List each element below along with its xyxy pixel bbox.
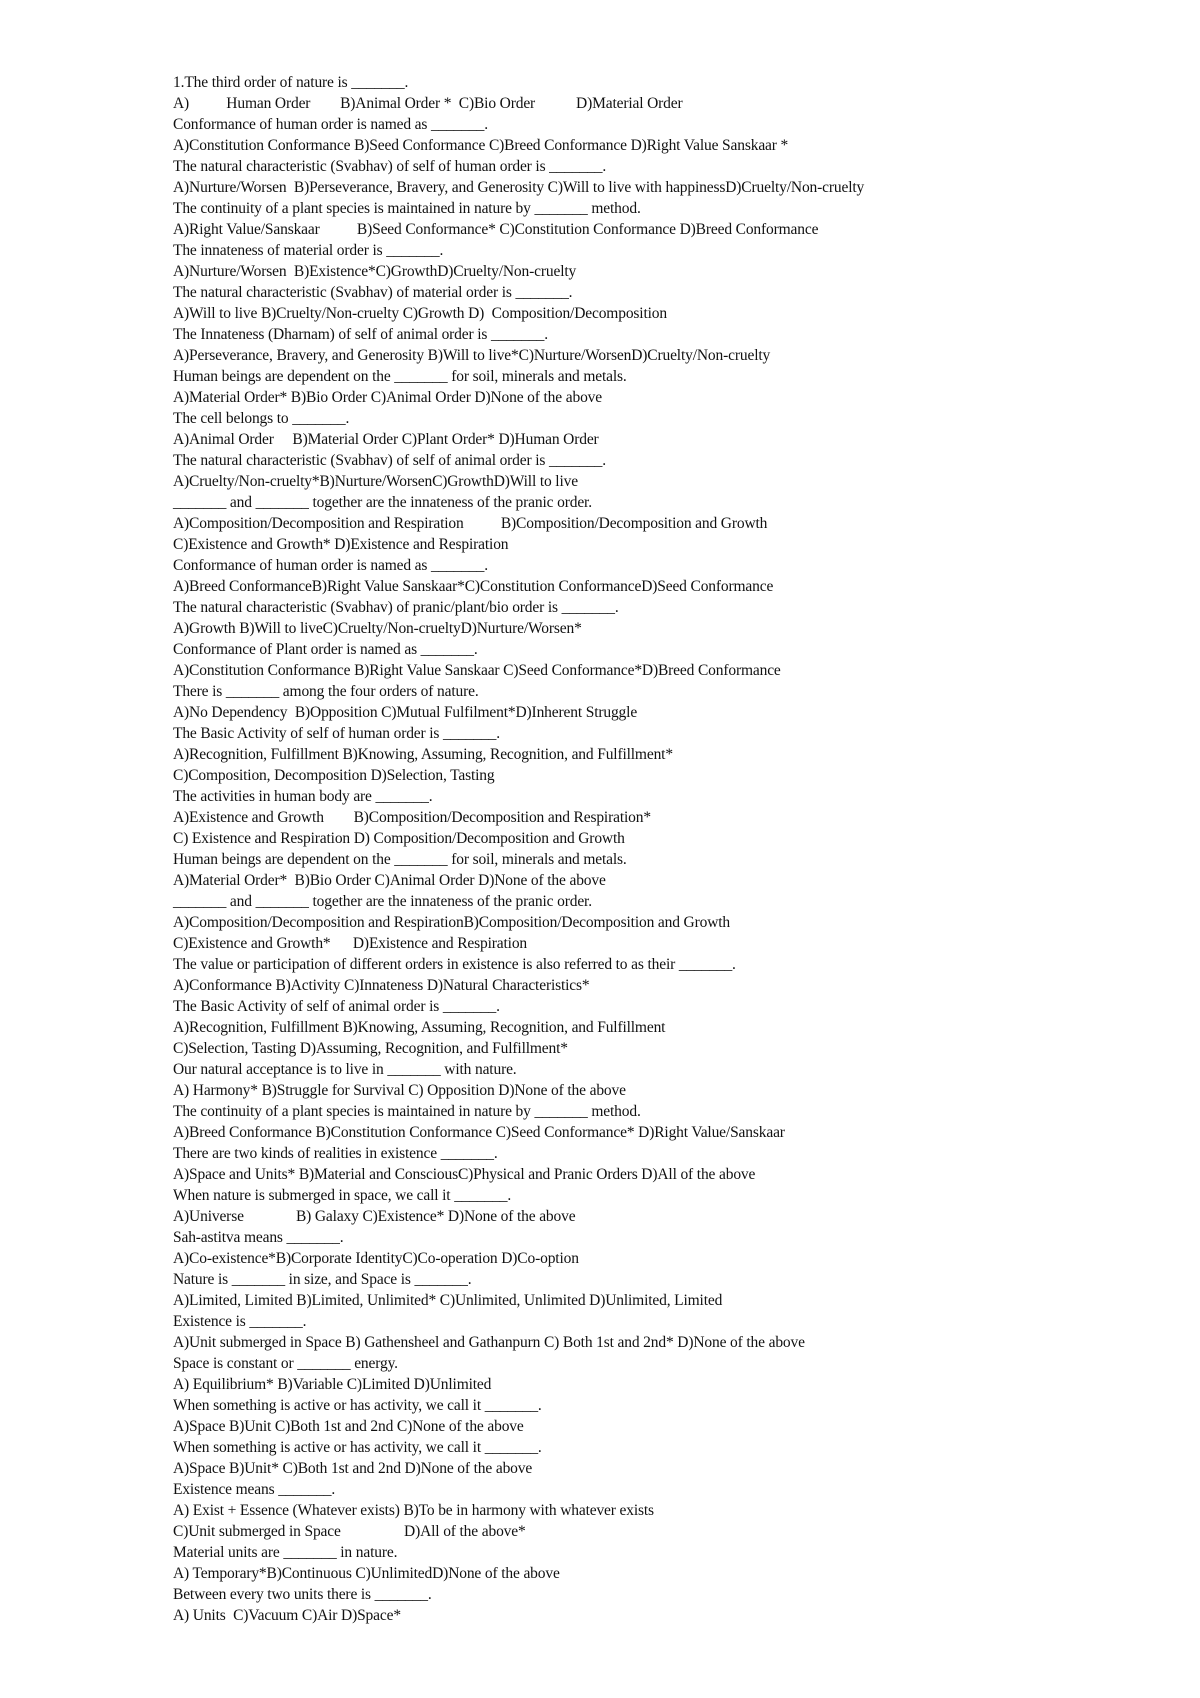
answer-options-line: A)Material Order* B)Bio Order C)Animal Order D)None of the above: [173, 872, 606, 889]
answer-options-line: A)Growth B)Will to liveC)Cruelty/Non-crueltyD)Nurture/Worsen*: [173, 620, 582, 637]
answer-options-line: A)Breed Conformance B)Constitution Conformance C)Seed Conformance* D)Right Value/Sanskaar: [173, 1124, 785, 1141]
answer-options-line: A)Will to live B)Cruelty/Non-cruelty C)Growth D) Composition/Decomposition: [173, 305, 667, 322]
question-line: _______ and _______ together are the innateness of the pranic order.: [173, 494, 592, 511]
answer-options-line: C)Unit submerged in Space D)All of the above*: [173, 1523, 526, 1540]
question-line: The activities in human body are _______.: [173, 788, 433, 805]
question-line: The cell belongs to _______.: [173, 410, 350, 427]
answer-options-line: A) Exist + Essence (Whatever exists) B)To be in harmony with whatever exists: [173, 1502, 654, 1519]
question-line: 1.The third order of nature is _______.: [173, 74, 409, 91]
question-line: Sah-astitva means _______.: [173, 1229, 344, 1246]
answer-options-line: A)Co-existence*B)Corporate IdentityC)Co-operation D)Co-option: [173, 1250, 579, 1267]
question-line: The continuity of a plant species is maintained in nature by _______ method.: [173, 1103, 641, 1120]
answer-options-line: A)Composition/Decomposition and RespirationB)Composition/Decomposition and Growth: [173, 914, 731, 931]
question-line: Conformance of human order is named as _______.: [173, 116, 488, 133]
question-line: Between every two units there is _______.: [173, 1586, 432, 1603]
question-line: When something is active or has activity, we call it _______.: [173, 1397, 542, 1414]
answer-options-line: A)Recognition, Fulfillment B)Knowing, Assuming, Recognition, and Fulfillment*: [173, 746, 673, 763]
question-line: The Basic Activity of self of animal order is _______.: [173, 998, 500, 1015]
answer-options-line: A)No Dependency B)Opposition C)Mutual Fulfilment*D)Inherent Struggle: [173, 704, 638, 721]
question-line: The natural characteristic (Svabhav) of self of human order is _______.: [173, 158, 607, 175]
answer-options-line: A) Equilibrium* B)Variable C)Limited D)Unlimited: [173, 1376, 492, 1393]
question-line: Human beings are dependent on the _______ for soil, minerals and metals.: [173, 368, 627, 385]
answer-options-line: A)Animal Order B)Material Order C)Plant Order* D)Human Order: [173, 431, 599, 448]
question-line: Existence means _______.: [173, 1481, 336, 1498]
answer-options-line: A)Composition/Decomposition and Respiration B)Composition/Decomposition and Growth: [173, 515, 768, 532]
answer-options-line: A)Space B)Unit* C)Both 1st and 2nd D)None of the above: [173, 1460, 533, 1477]
question-line: Human beings are dependent on the _______ for soil, minerals and metals.: [173, 851, 627, 868]
answer-options-line: A)Perseverance, Bravery, and Generosity B)Will to live*C)Nurture/WorsenD)Cruelty/Non-cruelty: [173, 347, 771, 364]
answer-options-line: A)Nurture/Worsen B)Existence*C)GrowthD)Cruelty/Non-cruelty: [173, 263, 577, 280]
question-line: The Innateness (Dharnam) of self of animal order is _______.: [173, 326, 548, 343]
question-line: When something is active or has activity, we call it _______.: [173, 1439, 542, 1456]
question-line: Nature is _______ in size, and Space is _______.: [173, 1271, 472, 1288]
answer-options-line: A)Material Order* B)Bio Order C)Animal Order D)None of the above: [173, 389, 602, 406]
question-line: The continuity of a plant species is maintained in nature by _______ method.: [173, 200, 641, 217]
question-line: _______ and _______ together are the innateness of the pranic order.: [173, 893, 592, 910]
answer-options-line: A) Units C)Vacuum C)Air D)Space*: [173, 1607, 401, 1624]
answer-options-line: A)Breed ConformanceB)Right Value Sanskaar*C)Constitution ConformanceD)Seed Conformance: [173, 578, 774, 595]
question-line: The innateness of material order is _______.: [173, 242, 444, 259]
question-line: The Basic Activity of self of human order is _______.: [173, 725, 500, 742]
answer-options-line: C)Existence and Growth* D)Existence and Respiration: [173, 935, 528, 952]
answer-options-line: A) Harmony* B)Struggle for Survival C) Opposition D)None of the above: [173, 1082, 626, 1099]
answer-options-line: A) Temporary*B)Continuous C)UnlimitedD)None of the above: [173, 1565, 560, 1582]
answer-options-line: A)Constitution Conformance B)Right Value Sanskaar C)Seed Conformance*D)Breed Conformance: [173, 662, 781, 679]
question-line: Conformance of Plant order is named as _______.: [173, 641, 478, 658]
answer-options-line: A)Nurture/Worsen B)Perseverance, Bravery, and Generosity C)Will to live with happinessD)Cruelty/Non-cruelty: [173, 179, 865, 196]
answer-options-line: A)Cruelty/Non-cruelty*B)Nurture/WorsenC)GrowthD)Will to live: [173, 473, 578, 490]
question-line: Space is constant or _______ energy.: [173, 1355, 398, 1372]
question-line: Existence is _______.: [173, 1313, 307, 1330]
answer-options-line: C)Selection, Tasting D)Assuming, Recognition, and Fulfillment*: [173, 1040, 568, 1057]
answer-options-line: C)Existence and Growth* D)Existence and Respiration: [173, 536, 509, 553]
answer-options-line: A)Space B)Unit C)Both 1st and 2nd C)None of the above: [173, 1418, 524, 1435]
question-line: Conformance of human order is named as _______.: [173, 557, 488, 574]
answer-options-line: A) Human Order B)Animal Order * C)Bio Order D)Material Order: [173, 95, 683, 112]
answer-options-line: A)Universe B) Galaxy C)Existence* D)None of the above: [173, 1208, 576, 1225]
answer-options-line: A)Space and Units* B)Material and ConsciousC)Physical and Pranic Orders D)All of the above: [173, 1166, 756, 1183]
answer-options-line: A)Right Value/Sanskaar B)Seed Conformance* C)Constitution Conformance D)Breed Conformance: [173, 221, 819, 238]
answer-options-line: A)Unit submerged in Space B) Gathensheel and Gathanpurn C) Both 1st and 2nd* D)None of the above: [173, 1334, 805, 1351]
question-line: There are two kinds of realities in existence _______.: [173, 1145, 498, 1162]
question-line: There is _______ among the four orders of nature.: [173, 683, 479, 700]
answer-options-line: A)Conformance B)Activity C)Innateness D)Natural Characteristics*: [173, 977, 590, 994]
question-line: The value or participation of different orders in existence is also referred to as their _______.: [173, 956, 736, 973]
answer-options-line: C) Existence and Respiration D) Composition/Decomposition and Growth: [173, 830, 625, 847]
question-line: When nature is submerged in space, we call it _______.: [173, 1187, 512, 1204]
question-line: The natural characteristic (Svabhav) of self of animal order is _______.: [173, 452, 606, 469]
question-line: Material units are _______ in nature.: [173, 1544, 398, 1561]
answer-options-line: C)Composition, Decomposition D)Selection, Tasting: [173, 767, 495, 784]
question-line: The natural characteristic (Svabhav) of material order is _______.: [173, 284, 573, 301]
question-answer-list: [173, 72, 1173, 1626]
answer-options-line: A)Constitution Conformance B)Seed Conformance C)Breed Conformance D)Right Value Sanskaar *: [173, 137, 789, 154]
answer-options-line: A)Recognition, Fulfillment B)Knowing, Assuming, Recognition, and Fulfillment: [173, 1019, 666, 1036]
answer-options-line: A)Limited, Limited B)Limited, Unlimited* C)Unlimited, Unlimited D)Unlimited, Limited: [173, 1292, 723, 1309]
question-line: Our natural acceptance is to live in _______ with nature.: [173, 1061, 517, 1078]
answer-options-line: A)Existence and Growth B)Composition/Decomposition and Respiration*: [173, 809, 651, 826]
question-line: The natural characteristic (Svabhav) of pranic/plant/bio order is _______.: [173, 599, 619, 616]
